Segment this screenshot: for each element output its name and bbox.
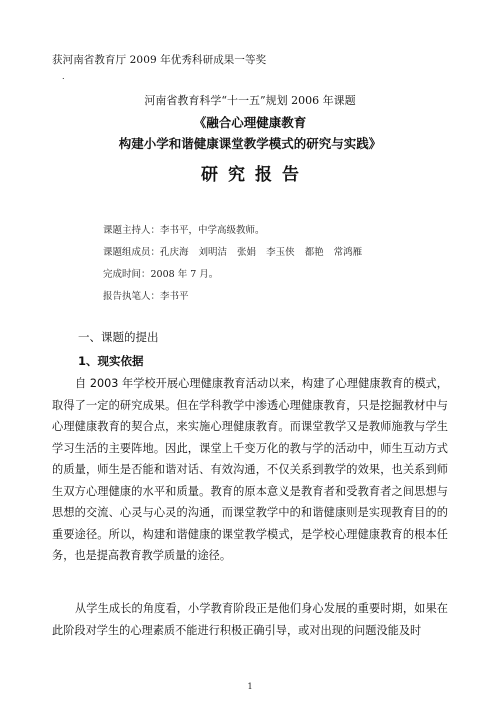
member-name: 张娟 bbox=[237, 247, 257, 258]
page-number: 1 bbox=[247, 682, 253, 691]
meta-members-label: 课题组成员： bbox=[103, 247, 161, 258]
meta-host: 课题主持人：李书平，中学高级教师。 bbox=[103, 225, 265, 236]
body-paragraph-2: 从学生成长的角度看，小学教育阶段正是他们身心发展的重要时期，如果在此阶段对学生的心理素质不能进行积极正确引导，或对出现的问题没能及时 bbox=[52, 602, 448, 637]
title-line-1: 《融合心理健康教育 bbox=[193, 115, 307, 130]
body-paragraph-1: 自 2003 年学校开展心理健康教育活动以来，构建了心理健康教育的模式，取得了一定的研究成果。但在学科教学中渗透心理健康教育，只是挖掘教材中与心理健康教育的契合点，来实施心理健康教育。而课堂教学又是教师施教与学生学习生活的主要阵地。因此，课堂上千变万化的教与学的活动中，师生互动方式的质量，师生是否能和谐对话、有效沟通，不仅关系到教学的效果，也关系到师生双方心理健康的水平和质量。教育的原本意义是教育者和受教育者之间思想与思想的交流、心灵与心灵的沟通，而课堂教学中的和谐健康则是实现教育目的的重要途径。所以，构建和谐健康的课堂教学模式，是学校心理健康教育的根本任务，也是提高教育教学质量的途径。 bbox=[52, 377, 448, 562]
meta-completion: 完成时间：2008 年 7 月。 bbox=[103, 269, 219, 280]
meta-writer: 报告执笔人：李书平 bbox=[103, 291, 189, 302]
member-name: 常鸿雁 bbox=[333, 247, 363, 258]
title-line-2: 构建小学和谐健康课堂教学模式的研究与实践》 bbox=[118, 136, 382, 151]
member-name: 李玉侠 bbox=[266, 247, 295, 258]
member-name: 孔庆海 bbox=[160, 247, 189, 258]
award-note: 获河南省教育厅 2009 年优秀科研成果一等奖 bbox=[52, 54, 267, 66]
report-title: 研究报告 bbox=[201, 165, 309, 185]
section-heading: 一、课题的提出 bbox=[78, 330, 159, 344]
project-subtitle: 河南省教育科学“十一五”规划 2006 年课题 bbox=[144, 94, 356, 107]
member-name: 都艳 bbox=[304, 247, 324, 258]
meta-members bbox=[103, 244, 362, 258]
subsection-heading: 1、现实依据 bbox=[78, 354, 144, 368]
stray-dot: . bbox=[62, 72, 65, 81]
member-name: 刘明洁 bbox=[198, 247, 228, 258]
